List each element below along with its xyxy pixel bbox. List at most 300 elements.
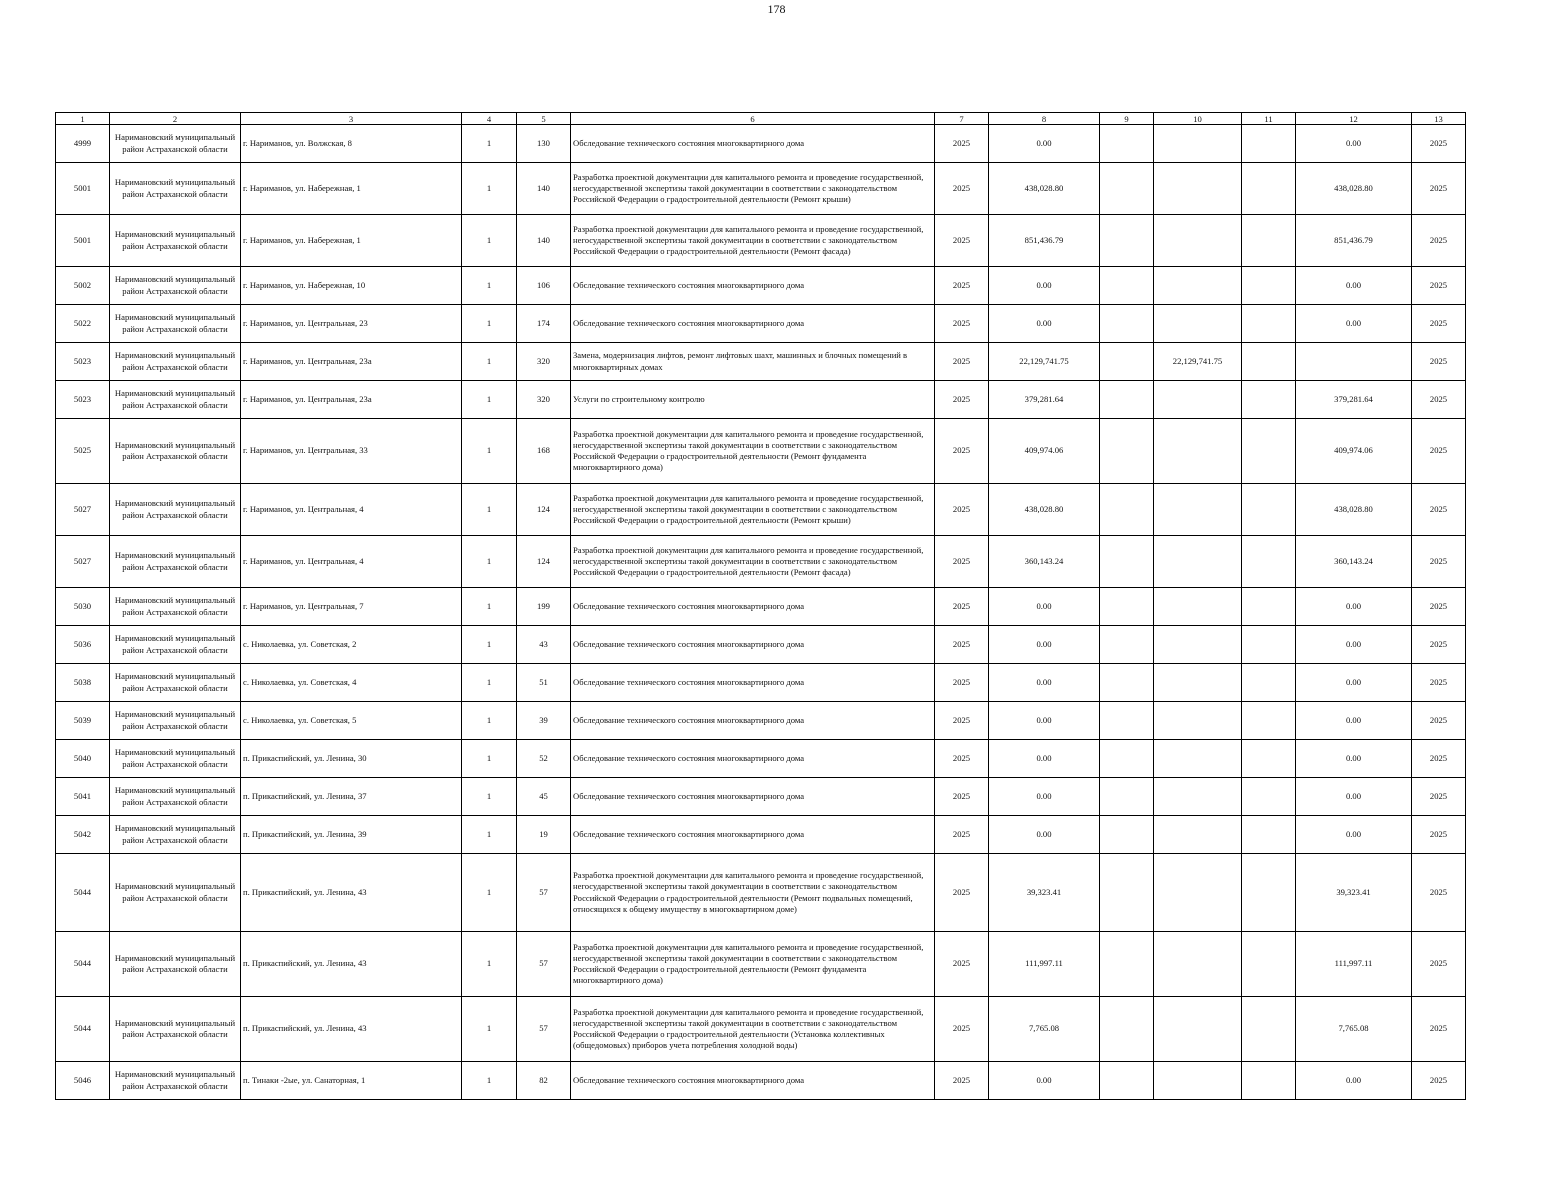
col13-cell: 2025 (1412, 816, 1466, 854)
col11-cell (1242, 588, 1296, 626)
col12-cell: 0.00 (1296, 1062, 1412, 1100)
col4-cell: 1 (462, 588, 517, 626)
district-cell: Наримановский муниципальный район Астраханской области (110, 932, 241, 997)
col10-cell (1154, 267, 1242, 305)
address-cell: г. Нариманов, ул. Волжская, 8 (241, 125, 462, 163)
year-cell: 2025 (935, 536, 989, 588)
table-row (56, 702, 1466, 740)
row-number-cell: 5022 (56, 305, 110, 343)
year-cell: 2025 (935, 778, 989, 816)
col4-cell: 1 (462, 419, 517, 484)
row-number-cell: 5023 (56, 343, 110, 381)
col5-cell: 51 (517, 664, 571, 702)
row-number-cell: 5044 (56, 932, 110, 997)
row-number-cell: 5001 (56, 163, 110, 215)
column-header: 9 (1100, 113, 1154, 125)
address-cell: г. Нариманов, ул. Центральная, 33 (241, 419, 462, 484)
address-cell: г. Нариманов, ул. Центральная, 4 (241, 536, 462, 588)
col9-cell (1100, 484, 1154, 536)
work-type-cell: Разработка проектной документации для капитального ремонта и проведение государственной, негосударственной экспертизы такой документации в соответствии с законодательством Российской Федерации о градостроительной деятельности (Ремонт подвальных помещений, относящихся к общему имуществу в многоквартирном доме) (571, 854, 935, 932)
district-cell: Наримановский муниципальный район Астраханской области (110, 419, 241, 484)
col5-cell: 199 (517, 588, 571, 626)
district-cell: Наримановский муниципальный район Астраханской области (110, 854, 241, 932)
col10-cell: 22,129,741.75 (1154, 343, 1242, 381)
col11-cell (1242, 932, 1296, 997)
page-number: 178 (767, 2, 786, 16)
col4-cell: 1 (462, 381, 517, 419)
col10-cell (1154, 419, 1242, 484)
col13-cell: 2025 (1412, 854, 1466, 932)
address-cell: п. Прикаспийский, ул. Ленина, 43 (241, 997, 462, 1062)
row-number-cell: 5039 (56, 702, 110, 740)
row-number-cell: 5038 (56, 664, 110, 702)
col5-cell: 320 (517, 343, 571, 381)
district-cell: Наримановский муниципальный район Астраханской области (110, 778, 241, 816)
col5-cell: 174 (517, 305, 571, 343)
col5-cell: 124 (517, 536, 571, 588)
row-number-cell: 5046 (56, 1062, 110, 1100)
col4-cell: 1 (462, 267, 517, 305)
col12-cell: 39,323.41 (1296, 854, 1412, 932)
amount-cell: 0.00 (989, 305, 1100, 343)
amount-cell: 438,028.80 (989, 163, 1100, 215)
amount-cell: 0.00 (989, 702, 1100, 740)
col5-cell: 82 (517, 1062, 571, 1100)
col10-cell (1154, 740, 1242, 778)
col10-cell (1154, 381, 1242, 419)
year-cell: 2025 (935, 343, 989, 381)
col4-cell: 1 (462, 163, 517, 215)
amount-cell: 22,129,741.75 (989, 343, 1100, 381)
col9-cell (1100, 740, 1154, 778)
year-cell: 2025 (935, 1062, 989, 1100)
col9-cell (1100, 419, 1154, 484)
district-cell: Наримановский муниципальный район Астраханской области (110, 702, 241, 740)
work-type-cell: Разработка проектной документации для капитального ремонта и проведение государственной, негосударственной экспертизы такой документации в соответствии с законодательством Российской Федерации о градостроительной деятельности (Ремонт фундамента многоквартирного дома) (571, 932, 935, 997)
year-cell: 2025 (935, 484, 989, 536)
col4-cell: 1 (462, 343, 517, 381)
year-cell: 2025 (935, 163, 989, 215)
table-row (56, 215, 1466, 267)
work-type-cell: Услуги по строительному контролю (571, 381, 935, 419)
table-row (56, 536, 1466, 588)
col11-cell (1242, 267, 1296, 305)
col10-cell (1154, 626, 1242, 664)
col5-cell: 52 (517, 740, 571, 778)
address-cell: с. Николаевка, ул. Советская, 2 (241, 626, 462, 664)
col10-cell (1154, 854, 1242, 932)
table-row (56, 740, 1466, 778)
year-cell: 2025 (935, 854, 989, 932)
column-header: 4 (462, 113, 517, 125)
col9-cell (1100, 267, 1154, 305)
table-row (56, 381, 1466, 419)
col5-cell: 57 (517, 854, 571, 932)
column-header: 6 (571, 113, 935, 125)
col9-cell (1100, 588, 1154, 626)
col13-cell: 2025 (1412, 932, 1466, 997)
table-row (56, 419, 1466, 484)
col10-cell (1154, 588, 1242, 626)
col12-cell: 0.00 (1296, 778, 1412, 816)
table-row (56, 125, 1466, 163)
table-row (56, 626, 1466, 664)
year-cell: 2025 (935, 419, 989, 484)
district-cell: Наримановский муниципальный район Астраханской области (110, 381, 241, 419)
col4-cell: 1 (462, 626, 517, 664)
work-type-cell: Разработка проектной документации для капитального ремонта и проведение государственной, негосударственной экспертизы такой документации в соответствии с законодательством Российской Федерации о градостроительной деятельности (Ремонт крыши) (571, 163, 935, 215)
column-header: 3 (241, 113, 462, 125)
year-cell: 2025 (935, 626, 989, 664)
row-number-cell: 5036 (56, 626, 110, 664)
col10-cell (1154, 997, 1242, 1062)
amount-cell: 0.00 (989, 778, 1100, 816)
table-row (56, 816, 1466, 854)
col5-cell: 320 (517, 381, 571, 419)
col11-cell (1242, 1062, 1296, 1100)
col13-cell: 2025 (1412, 626, 1466, 664)
amount-cell: 0.00 (989, 740, 1100, 778)
address-cell: г. Нариманов, ул. Центральная, 23а (241, 343, 462, 381)
work-type-cell: Обследование технического состояния многоквартирного дома (571, 588, 935, 626)
col5-cell: 45 (517, 778, 571, 816)
work-type-cell: Обследование технического состояния многоквартирного дома (571, 702, 935, 740)
address-cell: п. Прикаспийский, ул. Ленина, 37 (241, 778, 462, 816)
col4-cell: 1 (462, 1062, 517, 1100)
work-type-cell: Разработка проектной документации для капитального ремонта и проведение государственной, негосударственной экспертизы такой документации в соответствии с законодательством Российской Федерации о градостроительной деятельности (Ремонт крыши) (571, 484, 935, 536)
col10-cell (1154, 1062, 1242, 1100)
address-cell: г. Нариманов, ул. Набережная, 1 (241, 215, 462, 267)
col10-cell (1154, 305, 1242, 343)
table-row (56, 163, 1466, 215)
address-cell: г. Нариманов, ул. Центральная, 23а (241, 381, 462, 419)
amount-cell: 379,281.64 (989, 381, 1100, 419)
col13-cell: 2025 (1412, 267, 1466, 305)
row-number-cell: 5001 (56, 215, 110, 267)
district-cell: Наримановский муниципальный район Астраханской области (110, 1062, 241, 1100)
address-cell: п. Тинаки -2ые, ул. Санаторная, 1 (241, 1062, 462, 1100)
address-cell: п. Прикаспийский, ул. Ленина, 43 (241, 932, 462, 997)
col11-cell (1242, 381, 1296, 419)
col10-cell (1154, 932, 1242, 997)
work-type-cell: Обследование технического состояния многоквартирного дома (571, 125, 935, 163)
col11-cell (1242, 854, 1296, 932)
work-type-cell: Разработка проектной документации для капитального ремонта и проведение государственной, негосударственной экспертизы такой документации в соответствии с законодательством Российской Федерации о градостроительной деятельности (Ремонт фасада) (571, 536, 935, 588)
year-cell: 2025 (935, 740, 989, 778)
amount-cell: 0.00 (989, 626, 1100, 664)
col11-cell (1242, 343, 1296, 381)
col12-cell: 409,974.06 (1296, 419, 1412, 484)
row-number-cell: 5044 (56, 997, 110, 1062)
district-cell: Наримановский муниципальный район Астраханской области (110, 163, 241, 215)
year-cell: 2025 (935, 267, 989, 305)
col12-cell: 379,281.64 (1296, 381, 1412, 419)
address-cell: г. Нариманов, ул. Центральная, 4 (241, 484, 462, 536)
col12-cell: 0.00 (1296, 626, 1412, 664)
col9-cell (1100, 125, 1154, 163)
district-cell: Наримановский муниципальный район Астраханской области (110, 997, 241, 1062)
col11-cell (1242, 626, 1296, 664)
work-type-cell: Обследование технического состояния многоквартирного дома (571, 305, 935, 343)
amount-cell: 0.00 (989, 125, 1100, 163)
col10-cell (1154, 664, 1242, 702)
amount-cell: 438,028.80 (989, 484, 1100, 536)
col11-cell (1242, 778, 1296, 816)
col11-cell (1242, 536, 1296, 588)
col12-cell: 438,028.80 (1296, 484, 1412, 536)
district-cell: Наримановский муниципальный район Астраханской области (110, 305, 241, 343)
col4-cell: 1 (462, 125, 517, 163)
col9-cell (1100, 536, 1154, 588)
table-row (56, 997, 1466, 1062)
table-header-row (56, 113, 1466, 125)
col13-cell: 2025 (1412, 343, 1466, 381)
work-type-cell: Разработка проектной документации для капитального ремонта и проведение государственной, негосударственной экспертизы такой документации в соответствии с законодательством Российской Федерации о градостроительной деятельности (Ремонт фундамента многоквартирного дома) (571, 419, 935, 484)
col4-cell: 1 (462, 664, 517, 702)
col5-cell: 39 (517, 702, 571, 740)
row-number-cell: 5041 (56, 778, 110, 816)
col13-cell: 2025 (1412, 1062, 1466, 1100)
col4-cell: 1 (462, 484, 517, 536)
col9-cell (1100, 1062, 1154, 1100)
col10-cell (1154, 816, 1242, 854)
year-cell: 2025 (935, 215, 989, 267)
row-number-cell: 5023 (56, 381, 110, 419)
year-cell: 2025 (935, 702, 989, 740)
col12-cell: 0.00 (1296, 588, 1412, 626)
col13-cell: 2025 (1412, 419, 1466, 484)
table-body (56, 125, 1466, 1100)
amount-cell: 851,436.79 (989, 215, 1100, 267)
amount-cell: 0.00 (989, 664, 1100, 702)
address-cell: с. Николаевка, ул. Советская, 5 (241, 702, 462, 740)
year-cell: 2025 (935, 125, 989, 163)
address-cell: п. Прикаспийский, ул. Ленина, 43 (241, 854, 462, 932)
col13-cell: 2025 (1412, 740, 1466, 778)
column-header: 7 (935, 113, 989, 125)
col12-cell: 0.00 (1296, 702, 1412, 740)
col9-cell (1100, 778, 1154, 816)
col13-cell: 2025 (1412, 381, 1466, 419)
col5-cell: 168 (517, 419, 571, 484)
column-header: 13 (1412, 113, 1466, 125)
work-type-cell: Обследование технического состояния многоквартирного дома (571, 626, 935, 664)
col11-cell (1242, 419, 1296, 484)
row-number-cell: 5030 (56, 588, 110, 626)
table-row (56, 343, 1466, 381)
address-cell: г. Нариманов, ул. Набережная, 10 (241, 267, 462, 305)
work-type-cell: Обследование технического состояния многоквартирного дома (571, 664, 935, 702)
column-header: 2 (110, 113, 241, 125)
work-type-cell: Разработка проектной документации для капитального ремонта и проведение государственной, негосударственной экспертизы такой документации в соответствии с законодательством Российской Федерации о градостроительной деятельности (Установка коллективных (общедомовых) приборов учета потребления холодной воды) (571, 997, 935, 1062)
col13-cell: 2025 (1412, 588, 1466, 626)
col9-cell (1100, 626, 1154, 664)
col4-cell: 1 (462, 997, 517, 1062)
col4-cell: 1 (462, 816, 517, 854)
col4-cell: 1 (462, 854, 517, 932)
col4-cell: 1 (462, 536, 517, 588)
col9-cell (1100, 854, 1154, 932)
row-number-cell: 5027 (56, 536, 110, 588)
col12-cell: 0.00 (1296, 740, 1412, 778)
amount-cell: 39,323.41 (989, 854, 1100, 932)
row-number-cell: 5002 (56, 267, 110, 305)
col4-cell: 1 (462, 305, 517, 343)
col5-cell: 43 (517, 626, 571, 664)
year-cell: 2025 (935, 588, 989, 626)
col10-cell (1154, 215, 1242, 267)
work-type-cell: Обследование технического состояния многоквартирного дома (571, 1062, 935, 1100)
col10-cell (1154, 125, 1242, 163)
col11-cell (1242, 740, 1296, 778)
amount-cell: 0.00 (989, 267, 1100, 305)
col10-cell (1154, 163, 1242, 215)
amount-cell: 360,143.24 (989, 536, 1100, 588)
work-type-cell: Замена, модернизация лифтов, ремонт лифтовых шахт, машинных и блочных помещений в многоквартирных домах (571, 343, 935, 381)
column-header: 8 (989, 113, 1100, 125)
work-type-cell: Разработка проектной документации для капитального ремонта и проведение государственной, негосударственной экспертизы такой документации в соответствии с законодательством Российской Федерации о градостроительной деятельности (Ремонт фасада) (571, 215, 935, 267)
col11-cell (1242, 163, 1296, 215)
col13-cell: 2025 (1412, 664, 1466, 702)
col5-cell: 124 (517, 484, 571, 536)
amount-cell: 0.00 (989, 816, 1100, 854)
col4-cell: 1 (462, 740, 517, 778)
col5-cell: 130 (517, 125, 571, 163)
col13-cell: 2025 (1412, 702, 1466, 740)
table-row (56, 664, 1466, 702)
table-row (56, 1062, 1466, 1100)
district-cell: Наримановский муниципальный район Астраханской области (110, 626, 241, 664)
address-cell: с. Николаевка, ул. Советская, 4 (241, 664, 462, 702)
col11-cell (1242, 816, 1296, 854)
district-cell: Наримановский муниципальный район Астраханской области (110, 816, 241, 854)
column-header: 5 (517, 113, 571, 125)
col13-cell: 2025 (1412, 125, 1466, 163)
col9-cell (1100, 702, 1154, 740)
col12-cell: 851,436.79 (1296, 215, 1412, 267)
col9-cell (1100, 932, 1154, 997)
year-cell: 2025 (935, 997, 989, 1062)
district-cell: Наримановский муниципальный район Астраханской области (110, 484, 241, 536)
col10-cell (1154, 484, 1242, 536)
work-type-cell: Обследование технического состояния многоквартирного дома (571, 267, 935, 305)
row-number-cell: 5027 (56, 484, 110, 536)
col12-cell: 0.00 (1296, 125, 1412, 163)
col12-cell: 111,997.11 (1296, 932, 1412, 997)
amount-cell: 111,997.11 (989, 932, 1100, 997)
table-row (56, 305, 1466, 343)
district-cell: Наримановский муниципальный район Астраханской области (110, 536, 241, 588)
col13-cell: 2025 (1412, 163, 1466, 215)
col12-cell: 0.00 (1296, 305, 1412, 343)
year-cell: 2025 (935, 932, 989, 997)
table-row (56, 854, 1466, 932)
table-row (56, 588, 1466, 626)
col12-cell: 0.00 (1296, 267, 1412, 305)
col9-cell (1100, 163, 1154, 215)
col11-cell (1242, 702, 1296, 740)
address-cell: п. Прикаспийский, ул. Ленина, 30 (241, 740, 462, 778)
col5-cell: 140 (517, 215, 571, 267)
row-number-cell: 5042 (56, 816, 110, 854)
col13-cell: 2025 (1412, 305, 1466, 343)
table-row (56, 267, 1466, 305)
address-cell: г. Нариманов, ул. Набережная, 1 (241, 163, 462, 215)
col10-cell (1154, 778, 1242, 816)
col5-cell: 106 (517, 267, 571, 305)
year-cell: 2025 (935, 381, 989, 419)
amount-cell: 7,765.08 (989, 997, 1100, 1062)
column-header: 10 (1154, 113, 1242, 125)
column-header: 11 (1242, 113, 1296, 125)
col4-cell: 1 (462, 215, 517, 267)
row-number-cell: 5025 (56, 419, 110, 484)
address-cell: г. Нариманов, ул. Центральная, 23 (241, 305, 462, 343)
amount-cell: 0.00 (989, 1062, 1100, 1100)
table-row (56, 932, 1466, 997)
column-header: 12 (1296, 113, 1412, 125)
year-cell: 2025 (935, 305, 989, 343)
address-cell: г. Нариманов, ул. Центральная, 7 (241, 588, 462, 626)
row-number-cell: 5040 (56, 740, 110, 778)
col9-cell (1100, 215, 1154, 267)
col9-cell (1100, 816, 1154, 854)
district-cell: Наримановский муниципальный район Астраханской области (110, 588, 241, 626)
col13-cell: 2025 (1412, 778, 1466, 816)
amount-cell: 0.00 (989, 588, 1100, 626)
col4-cell: 1 (462, 778, 517, 816)
address-cell: п. Прикаспийский, ул. Ленина, 39 (241, 816, 462, 854)
col9-cell (1100, 997, 1154, 1062)
work-type-cell: Обследование технического состояния многоквартирного дома (571, 816, 935, 854)
col12-cell: 7,765.08 (1296, 997, 1412, 1062)
col12-cell (1296, 343, 1412, 381)
table-row (56, 484, 1466, 536)
column-header: 1 (56, 113, 110, 125)
year-cell: 2025 (935, 664, 989, 702)
table-row (56, 778, 1466, 816)
col13-cell: 2025 (1412, 536, 1466, 588)
col13-cell: 2025 (1412, 484, 1466, 536)
col9-cell (1100, 343, 1154, 381)
col4-cell: 1 (462, 932, 517, 997)
col13-cell: 2025 (1412, 215, 1466, 267)
district-cell: Наримановский муниципальный район Астраханской области (110, 740, 241, 778)
row-number-cell: 5044 (56, 854, 110, 932)
col11-cell (1242, 997, 1296, 1062)
col12-cell: 0.00 (1296, 816, 1412, 854)
year-cell: 2025 (935, 816, 989, 854)
col11-cell (1242, 305, 1296, 343)
col12-cell: 360,143.24 (1296, 536, 1412, 588)
col10-cell (1154, 702, 1242, 740)
col11-cell (1242, 664, 1296, 702)
col11-cell (1242, 484, 1296, 536)
district-cell: Наримановский муниципальный район Астраханской области (110, 267, 241, 305)
col11-cell (1242, 125, 1296, 163)
col12-cell: 0.00 (1296, 664, 1412, 702)
col9-cell (1100, 305, 1154, 343)
row-number-cell: 4999 (56, 125, 110, 163)
district-cell: Наримановский муниципальный район Астраханской области (110, 664, 241, 702)
col10-cell (1154, 536, 1242, 588)
district-cell: Наримановский муниципальный район Астраханской области (110, 125, 241, 163)
amount-cell: 409,974.06 (989, 419, 1100, 484)
district-cell: Наримановский муниципальный район Астраханской области (110, 215, 241, 267)
work-type-cell: Обследование технического состояния многоквартирного дома (571, 740, 935, 778)
col5-cell: 57 (517, 997, 571, 1062)
col5-cell: 140 (517, 163, 571, 215)
